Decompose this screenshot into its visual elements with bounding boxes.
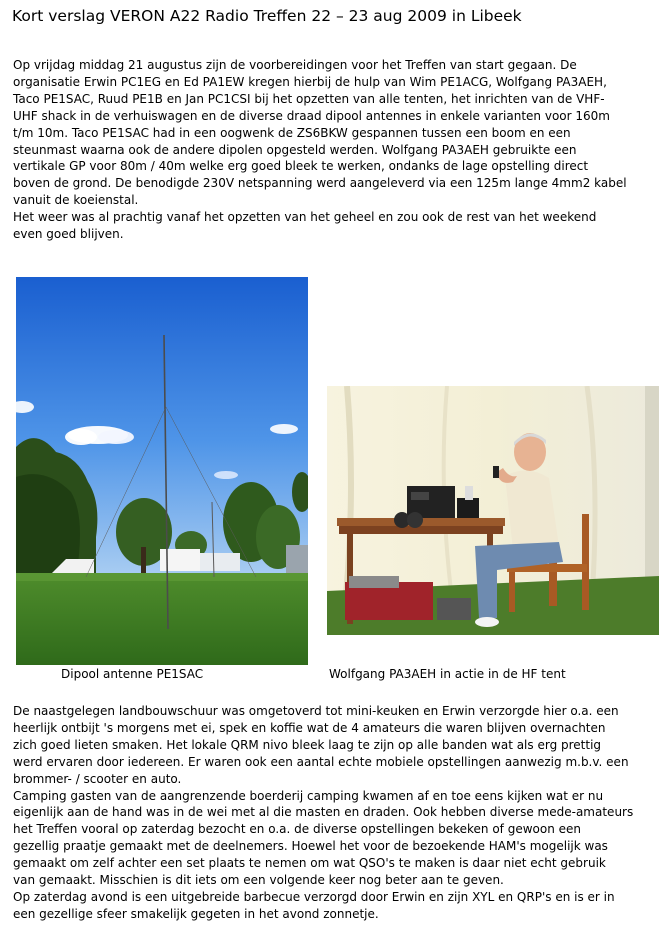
text-line: boven de grond. De benodigde 230V netspanning werd aangeleverd via een 125m lange 4mm2 kabel — [13, 176, 627, 191]
text-line: werd ervaren door iedereen. Er waren ook een aantal echte mobiele opstellingen aanwezig m.b.v. een — [13, 754, 629, 769]
text-line: van gemaakt. Misschien is dit iets om een volgende keer nog beter aan te geven. — [13, 873, 504, 888]
photo-caption-right: Wolfgang PA3AEH in actie in de HF tent — [329, 667, 566, 681]
page-title: Kort verslag VERON A22 Radio Treffen 22 – 23 aug 2009 in Libeek — [12, 7, 522, 25]
text-line: Op zaterdag avond is een uitgebreide barbecue verzorgd door Erwin en zijn XYL en QRP's en is er in — [13, 889, 615, 904]
text-line: steunmast waarna ook de andere dipolen opgesteld werden. Wolfgang PA3AEH gebruikte een — [13, 142, 577, 157]
text-line: vertikale GP voor 80m / 40m welke erg goed bleek te werken, ondanks de lage opstelling direct — [13, 159, 589, 174]
text-line: eigenlijk aan de hand was in de wei met al die masten en draden. Ook hebben diverse mede-amateurs — [13, 805, 634, 820]
hf-tent-photo — [327, 386, 659, 635]
text-line: UHF shack in de verhuiswagen en de diverse draad dipool antennes in enkele varianten voor 160m — [13, 108, 610, 123]
text-line: Camping gasten van de aangrenzende boerderij camping kwamen af en toe eens kijken wat er nu — [13, 788, 604, 803]
text-line: Taco PE1SAC, Ruud PE1B en Jan PC1CSI bij het opzetten van alle tenten, het inrichten van de VHF- — [13, 91, 605, 106]
text-line: gemaakt om zelf achter een set plaats te nemen om wat QSO's te maken is daar niet echt gebruik — [13, 856, 606, 871]
dipole-antenna-photo — [16, 277, 308, 665]
text-line: t/m 10m. Taco PE1SAC had in een oogwenk de ZS6BKW gespannen tussen een boom en een — [13, 125, 571, 140]
photo-caption-left: Dipool antenne PE1SAC — [61, 667, 204, 681]
text-line: een gezellige sfeer smakelijk gegeten in het avond zonnetje. — [13, 906, 379, 921]
intro-paragraph — [13, 57, 663, 243]
text-line: Op vrijdag middag 21 augustus zijn de voorbereidingen voor het Treffen van start gegaan. De — [13, 58, 577, 72]
text-line: even goed blijven. — [13, 227, 124, 242]
text-line: het Treffen vooral op zaterdag bezocht en o.a. de diverse opstellingen bekeken of gewoon een — [13, 822, 582, 837]
text-line: Het weer was al prachtig vanaf het opzetten van het geheel en zou ook de rest van het weekend — [13, 210, 597, 225]
text-line: vanuit de koeienstal. — [13, 193, 139, 208]
text-line: De naastgelegen landbouwschuur was omgetoverd tot mini-keuken en Erwin verzorgde hier o.a. een — [13, 704, 619, 718]
text-line: heerlijk ontbijt 's morgens met ei, spek en koffie wat de 4 amateurs die waren blijven overnachten — [13, 720, 606, 735]
body-paragraph — [13, 703, 663, 923]
text-line: gezellig praatje gemaakt met de deelnemers. Hoewel het voor de bezoekende HAM's mogelijk was — [13, 839, 608, 854]
text-line: organisatie Erwin PC1EG en Ed PA1EW kregen hierbij de hulp van Wim PE1ACG, Wolfgang PA3AEH, — [13, 74, 607, 89]
text-line: zich goed lieten smaken. Het lokale QRM nivo bleek laag te zijn op alle banden wat als erg prettig — [13, 737, 602, 752]
text-line: brommer- / scooter en auto. — [13, 771, 182, 786]
